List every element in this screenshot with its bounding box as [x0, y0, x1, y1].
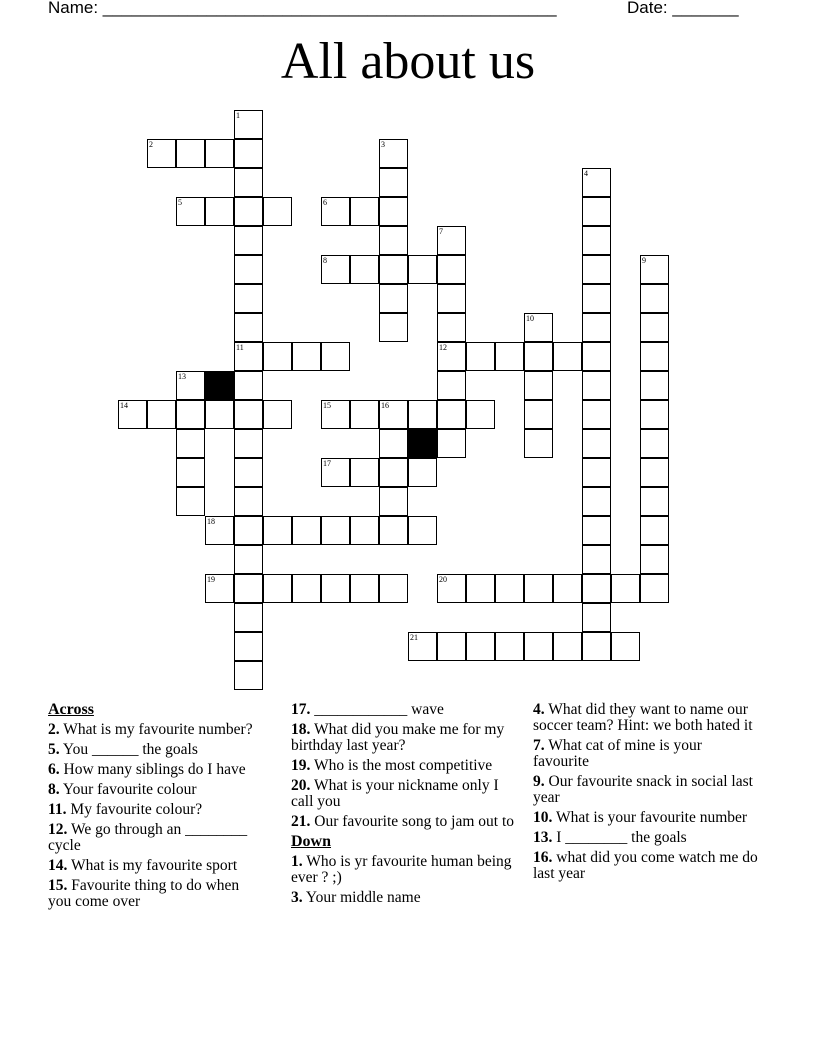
clue-item: [533, 810, 758, 826]
grid-cell[interactable]: [234, 226, 263, 255]
across-heading: Across: [48, 701, 94, 718]
grid-cell[interactable]: [582, 255, 611, 284]
grid-cell[interactable]: [640, 516, 669, 545]
grid-cell[interactable]: [437, 226, 466, 255]
grid-cell[interactable]: [582, 226, 611, 255]
clue-item-text: What is my favourite sport: [67, 857, 238, 874]
clue-item: [291, 702, 516, 718]
grid-cell[interactable]: [379, 255, 408, 284]
grid-cell[interactable]: [379, 487, 408, 516]
clue-number: 12: [439, 343, 447, 352]
grid-cell[interactable]: [553, 632, 582, 661]
clue-item: [533, 738, 758, 770]
grid-cell[interactable]: [582, 545, 611, 574]
clue-item-number: 1.: [291, 853, 303, 870]
clue-item-number: 13.: [533, 829, 553, 846]
grid-cell[interactable]: [466, 574, 495, 603]
grid-cell[interactable]: [466, 632, 495, 661]
grid-cell[interactable]: [582, 313, 611, 342]
clue-item-text: Our favourite snack in social last year: [533, 773, 753, 806]
grid-cell[interactable]: [640, 545, 669, 574]
clue-item-text: Your middle name: [302, 889, 421, 906]
grid-cell[interactable]: [524, 342, 553, 371]
clue-item: [291, 722, 516, 754]
grid-cell[interactable]: [263, 197, 292, 226]
clue-number: 9: [642, 256, 646, 265]
clue-number: 16: [381, 401, 389, 410]
grid-cell[interactable]: [321, 574, 350, 603]
clue-number: 13: [178, 372, 186, 381]
clue-item: [48, 802, 253, 818]
grid-cell[interactable]: [205, 197, 234, 226]
grid-cell[interactable]: [495, 632, 524, 661]
clue-number: 19: [207, 575, 215, 584]
clue-number: 10: [526, 314, 534, 323]
grid-cell[interactable]: [582, 371, 611, 400]
grid-cell[interactable]: [234, 342, 263, 371]
grid-cell[interactable]: [437, 255, 466, 284]
clue-item: [291, 758, 516, 774]
clue-item-number: 5.: [48, 741, 60, 758]
grid-cell[interactable]: [495, 574, 524, 603]
date-field-label: Date: _______: [627, 0, 739, 17]
grid-cell[interactable]: [408, 516, 437, 545]
clue-item-number: 4.: [533, 701, 545, 718]
grid-cell[interactable]: [640, 574, 669, 603]
grid-cell[interactable]: [234, 458, 263, 487]
grid-cell[interactable]: [379, 429, 408, 458]
grid-cell[interactable]: [176, 487, 205, 516]
clue-number: 15: [323, 401, 331, 410]
grid-cell[interactable]: [321, 342, 350, 371]
grid-cell[interactable]: [437, 400, 466, 429]
grid-cell[interactable]: [408, 255, 437, 284]
grid-cell[interactable]: [640, 255, 669, 284]
grid-cell[interactable]: [234, 197, 263, 226]
clue-item-number: 11.: [48, 801, 67, 818]
grid-cell[interactable]: [379, 516, 408, 545]
grid-cell[interactable]: [524, 429, 553, 458]
grid-cell[interactable]: [611, 632, 640, 661]
grid-cell[interactable]: [640, 458, 669, 487]
clue-item: [48, 822, 253, 854]
grid-cell[interactable]: [118, 400, 147, 429]
grid-cell[interactable]: [176, 139, 205, 168]
grid-cell[interactable]: [437, 371, 466, 400]
grid-cell[interactable]: [640, 313, 669, 342]
grid-cell[interactable]: [524, 574, 553, 603]
clue-item-text: How many siblings do I have: [59, 761, 246, 778]
clue-item: [48, 878, 253, 910]
grid-cell[interactable]: [234, 632, 263, 661]
grid-cell[interactable]: [611, 574, 640, 603]
clue-item-number: 9.: [533, 773, 545, 790]
grid-cell[interactable]: [640, 400, 669, 429]
grid-cell[interactable]: [437, 284, 466, 313]
clue-item: [533, 850, 758, 882]
grid-cell[interactable]: [350, 516, 379, 545]
clue-item-text: What cat of mine is your favourite: [533, 737, 702, 770]
grid-cell[interactable]: [582, 516, 611, 545]
grid-cell[interactable]: [263, 342, 292, 371]
clue-item-number: 7.: [533, 737, 545, 754]
clue-item: [48, 762, 253, 778]
grid-cell[interactable]: [176, 429, 205, 458]
clue-item-text: We go through an ________ cycle: [48, 821, 248, 854]
clue-item-text: I ________ the goals: [552, 829, 687, 846]
grid-cell[interactable]: [582, 487, 611, 516]
clue-item-text: What is your nickname only I call you: [291, 777, 499, 810]
grid-cell[interactable]: [234, 429, 263, 458]
grid-cell[interactable]: [524, 400, 553, 429]
clue-item-text: What did they want to name our soccer team? Hint: we both hated it: [533, 701, 753, 734]
grid-cell[interactable]: [321, 400, 350, 429]
clue-item-text: Who is yr favourite human being ever ? ;): [291, 853, 512, 886]
clue-item-number: 14.: [48, 857, 68, 874]
clue-item-text: What is my favourite number?: [59, 721, 253, 738]
clue-item-number: 20.: [291, 777, 311, 794]
grid-cell[interactable]: [234, 371, 263, 400]
grid-cell[interactable]: [234, 516, 263, 545]
grid-cell[interactable]: [640, 487, 669, 516]
grid-cell[interactable]: [234, 255, 263, 284]
clue-item-text: what did you come watch me do last year: [533, 849, 758, 882]
grid-cell[interactable]: [408, 632, 437, 661]
grid-cell[interactable]: [176, 400, 205, 429]
clue-number: 3: [381, 140, 385, 149]
grid-cell[interactable]: [234, 400, 263, 429]
clue-item: [48, 742, 253, 758]
grid-cell[interactable]: [147, 139, 176, 168]
clue-item: [48, 858, 253, 874]
grid-cell[interactable]: [524, 313, 553, 342]
grid-cell[interactable]: [292, 574, 321, 603]
clue-item-number: 19.: [291, 757, 311, 774]
clue-number: 1: [236, 111, 240, 120]
grid-cell[interactable]: [292, 516, 321, 545]
clue-item-number: 10.: [533, 809, 553, 826]
clue-item: [291, 778, 516, 810]
grid-cell[interactable]: [582, 632, 611, 661]
grid-cell[interactable]: [379, 139, 408, 168]
clue-item-text: My favourite colour?: [66, 801, 203, 818]
clue-number: 5: [178, 198, 182, 207]
grid-cell[interactable]: [379, 458, 408, 487]
grid-cell[interactable]: [234, 110, 263, 139]
clue-item: [48, 782, 253, 798]
grid-cell[interactable]: [582, 284, 611, 313]
page-title: All about us: [280, 33, 536, 90]
clue-item-number: 3.: [291, 889, 303, 906]
down-heading: Down: [291, 833, 332, 850]
clue-item: [533, 702, 758, 734]
grid-cell[interactable]: [176, 197, 205, 226]
grid-cell[interactable]: [582, 197, 611, 226]
grid-cell[interactable]: [640, 371, 669, 400]
grid-cell[interactable]: [321, 458, 350, 487]
grid-cell[interactable]: [176, 371, 205, 400]
clue-item-number: 16.: [533, 849, 553, 866]
grid-cell[interactable]: [379, 313, 408, 342]
clue-item: [533, 774, 758, 806]
grid-cell[interactable]: [495, 342, 524, 371]
grid-cell[interactable]: [582, 458, 611, 487]
grid-cell[interactable]: [234, 284, 263, 313]
clue-number: 7: [439, 227, 443, 236]
clue-number: 4: [584, 169, 588, 178]
clue-column-1: [48, 702, 253, 914]
clue-item-text: You ______ the goals: [59, 741, 198, 758]
grid-cell[interactable]: [582, 168, 611, 197]
clue-number: 18: [207, 517, 215, 526]
grid-cell[interactable]: [234, 545, 263, 574]
clue-item: [291, 814, 516, 830]
grid-cell[interactable]: [292, 342, 321, 371]
clue-item: [48, 722, 253, 738]
grid-cell[interactable]: [263, 574, 292, 603]
grid-cell[interactable]: [147, 400, 176, 429]
clue-column-2: [291, 702, 516, 910]
clue-item-text: ____________ wave: [310, 701, 444, 718]
grid-cell[interactable]: [640, 429, 669, 458]
clue-item-number: 12.: [48, 821, 68, 838]
grid-cell[interactable]: [582, 603, 611, 632]
grid-cell[interactable]: [263, 516, 292, 545]
clue-number: 2: [149, 140, 153, 149]
grid-cell[interactable]: [234, 661, 263, 690]
clue-number: 11: [236, 343, 244, 352]
grid-cell[interactable]: [350, 255, 379, 284]
grid-cell[interactable]: [582, 429, 611, 458]
grid-cell[interactable]: [640, 284, 669, 313]
grid-black-cell: [408, 429, 437, 458]
grid-cell[interactable]: [234, 313, 263, 342]
grid-cell[interactable]: [379, 400, 408, 429]
grid-cell[interactable]: [205, 400, 234, 429]
clue-item-number: 2.: [48, 721, 60, 738]
clue-item-number: 15.: [48, 877, 68, 894]
grid-cell[interactable]: [350, 197, 379, 226]
clue-column-3: [533, 702, 758, 886]
grid-cell[interactable]: [321, 516, 350, 545]
clue-item-text: Favourite thing to do when you come over: [48, 877, 240, 910]
grid-cell[interactable]: [205, 574, 234, 603]
clue-item-text: Our favourite song to jam out to: [310, 813, 514, 830]
grid-cell[interactable]: [234, 574, 263, 603]
grid-cell[interactable]: [379, 574, 408, 603]
grid-cell[interactable]: [379, 168, 408, 197]
grid-cell[interactable]: [234, 139, 263, 168]
clue-item-number: 18.: [291, 721, 311, 738]
clue-number: 17: [323, 459, 331, 468]
clue-item-text: What is your favourite number: [552, 809, 748, 826]
clue-item-number: 6.: [48, 761, 60, 778]
grid-cell[interactable]: [524, 371, 553, 400]
grid-cell[interactable]: [205, 139, 234, 168]
clue-item-number: 17.: [291, 701, 311, 718]
grid-cell[interactable]: [582, 400, 611, 429]
clue-number: 21: [410, 633, 418, 642]
grid-cell[interactable]: [234, 168, 263, 197]
grid-cell[interactable]: [466, 342, 495, 371]
grid-cell[interactable]: [582, 574, 611, 603]
grid-cell[interactable]: [582, 342, 611, 371]
clue-item-text: Who is the most competitive: [310, 757, 493, 774]
grid-cell[interactable]: [350, 400, 379, 429]
grid-cell[interactable]: [437, 429, 466, 458]
grid-cell[interactable]: [640, 342, 669, 371]
grid-cell[interactable]: [553, 342, 582, 371]
clue-number: 14: [120, 401, 128, 410]
grid-cell[interactable]: [350, 574, 379, 603]
clue-item-number: 21.: [291, 813, 311, 830]
grid-cell[interactable]: [408, 458, 437, 487]
grid-cell[interactable]: [437, 574, 466, 603]
grid-cell[interactable]: [553, 574, 582, 603]
grid-cell[interactable]: [263, 400, 292, 429]
grid-cell[interactable]: [350, 458, 379, 487]
clue-number: 6: [323, 198, 327, 207]
clue-item: [291, 854, 516, 886]
grid-cell[interactable]: [205, 516, 234, 545]
grid-black-cell: [205, 371, 234, 400]
clue-item-text: What did you make me for my birthday last year?: [291, 721, 505, 754]
grid-cell[interactable]: [379, 197, 408, 226]
grid-cell[interactable]: [437, 342, 466, 371]
clue-item-text: Your favourite colour: [59, 781, 197, 798]
clue-number: 20: [439, 575, 447, 584]
clue-number: 8: [323, 256, 327, 265]
clue-item: [533, 830, 758, 846]
grid-cell[interactable]: [321, 255, 350, 284]
clue-item-number: 8.: [48, 781, 60, 798]
grid-cell[interactable]: [437, 313, 466, 342]
grid-cell[interactable]: [408, 400, 437, 429]
grid-cell[interactable]: [437, 632, 466, 661]
grid-cell[interactable]: [466, 400, 495, 429]
clue-item: [291, 890, 516, 906]
grid-cell[interactable]: [524, 632, 553, 661]
grid-cell[interactable]: [234, 603, 263, 632]
grid-cell[interactable]: [321, 197, 350, 226]
grid-cell[interactable]: [176, 458, 205, 487]
grid-cell[interactable]: [234, 487, 263, 516]
name-field-label: Name: ________________________________________________: [48, 0, 557, 17]
grid-cell[interactable]: [379, 226, 408, 255]
grid-cell[interactable]: [379, 284, 408, 313]
